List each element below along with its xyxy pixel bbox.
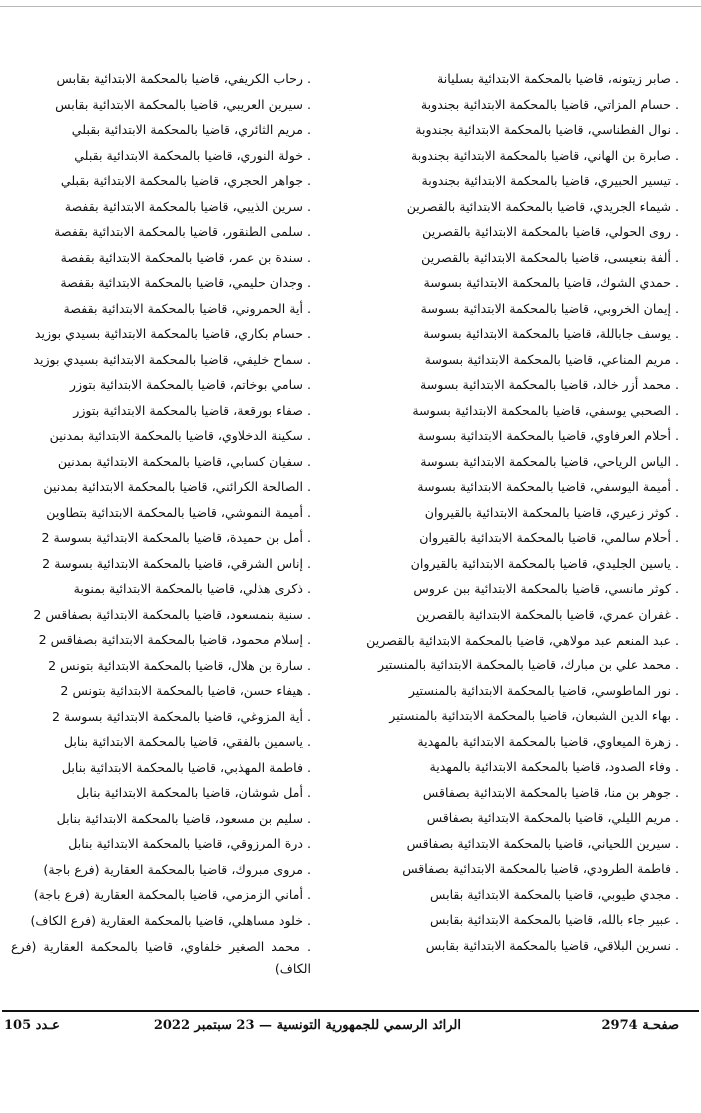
list-item: . جواهر الحجري، قاضيا بالمحكمة الابتدائية بقبلي	[60, 173, 311, 188]
list-item: . مريم الثائري، قاضيا بالمحكمة الابتدائية بقبلي	[71, 122, 311, 137]
list-item: . وفاء الصدود، قاضيا بالمحكمة الابتدائية بالمهدية	[429, 759, 679, 774]
appointments-list-right	[349, 66, 679, 958]
list-item: . شيماء الجريدي، قاضيا بالمحكمة الابتدائية بالقصرين	[406, 198, 679, 214]
list-item: . كوثر زعيري، قاضيا بالمحكمة الابتدائية بالقيروان	[424, 504, 679, 520]
list-item: . تيسير الحبيري، قاضيا بالمحكمة الابتدائية بجندوبة	[421, 173, 679, 188]
list-item: . فاطمة المهذبي، قاضيا بالمحكمة الابتدائية بنابل	[61, 759, 311, 775]
list-item: . مجدي طيوبي، قاضيا بالمحكمة الابتدائية بقابس	[430, 886, 679, 902]
list-item: . سرين الذيبي، قاضيا بالمحكمة الابتدائية بقفصة	[64, 198, 311, 214]
list-item: . الياس الرياحي، قاضيا بالمحكمة الابتدائية بسوسة	[420, 453, 679, 469]
list-item: . سلمى الطنقور، قاضيا بالمحكمة الابتدائية بقفصة	[54, 224, 311, 239]
list-item: . عبد المنعم عبد مولاهي، قاضيا بالمحكمة الابتدائية بالقصرين	[366, 633, 679, 648]
list-item: . سليم بن مسعود، قاضيا بالمحكمة الابتدائية بنابل	[56, 810, 311, 826]
list-item: . حسام بكاري، قاضيا بالمحكمة الابتدائية بسيدي بوزيد	[34, 326, 311, 341]
list-item: . إناس الشرقي، قاضيا بالمحكمة الابتدائية بسوسة 2	[42, 555, 311, 571]
list-item: . سندة بن عمر، قاضيا بالمحكمة الابتدائية بقفصة	[60, 249, 311, 265]
list-item: . محمد الصغير خلفاوي، قاضيا بالمحكمة العقارية (فرع الكاف)	[11, 939, 311, 976]
list-item: . ألفة بنعيسى، قاضيا بالمحكمة الابتدائية بالقصرين	[421, 249, 679, 265]
list-item: . ياسمين بالفقي، قاضيا بالمحكمة الابتدائية بنابل	[63, 734, 311, 749]
list-item: . خلود مساهلي، قاضيا بالمحكمة العقارية (فرع الكاف)	[30, 912, 311, 928]
list-item: . كوثر مانسي، قاضيا بالمحكمة الابتدائية ببن عروس	[413, 581, 679, 596]
list-item: . سفيان كسابي، قاضيا بالمحكمة الابتدائية بمدنين	[57, 453, 311, 469]
list-item: . أية الحمروني، قاضيا بالمحكمة الابتدائية بقفصة	[63, 300, 311, 316]
top-edge-line	[0, 6, 701, 7]
list-item: . درة المرزوقي، قاضيا بالمحكمة الابتدائية بنابل	[68, 836, 311, 851]
list-item: . بهاء الدين الشبعان، قاضيا بالمحكمة الابتدائية بالمنستير	[389, 708, 679, 723]
list-item: . ياسين الجليدي، قاضيا بالمحكمة الابتدائية بالقيروان	[410, 555, 679, 571]
list-item: . محمد علي بن مبارك، قاضيا بالمحكمة الابتدائية بالمنستير	[378, 657, 679, 672]
list-item: . سيرين العريبي، قاضيا بالمحكمة الابتدائية بقابس	[55, 96, 311, 112]
list-item: . نوال الفطناسي، قاضيا بالمحكمة الابتدائية بجندوبة	[415, 122, 679, 137]
list-item: . صفاء بورقعة، قاضيا بالمحكمة الابتدائية بتوزر	[73, 402, 311, 418]
list-item: . غفران عمري، قاضيا بالمحكمة الابتدائية بالقصرين	[416, 606, 679, 622]
issue-number: عـدد 105	[4, 1018, 60, 1033]
list-item: . مريم الليلي، قاضيا بالمحكمة الابتدائية بصفاقس	[426, 810, 679, 825]
list-item: . أمل بن حميدة، قاضيا بالمحكمة الابتدائية بسوسة 2	[41, 530, 311, 545]
list-item: . فاطمة الطرودي، قاضيا بالمحكمة الابتدائية بصفاقس	[402, 861, 679, 876]
list-item: . محمد أزر خالد، قاضيا بالمحكمة الابتدائية بسوسة	[419, 377, 679, 392]
list-item: . صابر زيتونه، قاضيا بالمحكمة الابتدائية بسليانة	[437, 71, 679, 86]
list-item: . هيفاء حسن، قاضيا بالمحكمة الابتدائية بتونس 2	[60, 683, 311, 698]
list-item: . رحاب الكريفي، قاضيا بالمحكمة الابتدائية بقابس	[56, 71, 311, 86]
page-footer	[0, 1018, 701, 1042]
footer-rule	[2, 1010, 699, 1012]
list-item: . الصالحة الكرائني، قاضيا بالمحكمة الابتدائية بمدنين	[43, 479, 311, 494]
list-item: . مروى مبروك، قاضيا بالمحكمة العقارية (فرع باجة)	[43, 861, 311, 877]
list-item: . ذكرى هذلي، قاضيا بالمحكمة الابتدائية بمنوبة	[73, 581, 311, 596]
list-item: . حسام المزاتي، قاضيا بالمحكمة الابتدائية بجندوبة	[420, 96, 679, 112]
list-item: . سنية بنمسعود، قاضيا بالمحكمة الابتدائية بصفاقس 2	[33, 606, 311, 622]
list-item: . أحلام سالمي، قاضيا بالمحكمة الابتدائية بالقيروان	[419, 530, 679, 545]
list-item: . مريم المناعي، قاضيا بالمحكمة الابتدائية بسوسة	[424, 351, 679, 367]
list-item: . عبير جاء بالله، قاضيا بالمحكمة الابتدائية بقابس	[430, 912, 679, 927]
list-item: . أماني الزمزمي، قاضيا بالمحكمة العقارية (فرع باجة)	[33, 887, 311, 902]
list-item: . جوهر بن منا، قاضيا بالمحكمة الابتدائية بصفاقس	[422, 784, 679, 800]
list-item: . زهرة الميعاوي، قاضيا بالمحكمة الابتدائية بالمهدية	[417, 733, 679, 749]
list-item: . نسرين البلاقي، قاضيا بالمحكمة الابتدائية بقابس	[425, 937, 679, 953]
list-item: . الصحبي يوسفي، قاضيا بالمحكمة الابتدائية بسوسة	[412, 402, 679, 418]
list-item: . يوسف جاباللة، قاضيا بالمحكمة الابتدائية بسوسة	[423, 326, 679, 341]
list-item: . سيرين اللحياني، قاضيا بالمحكمة الابتدائية بصفاقس	[406, 835, 679, 851]
list-item: . وجدان حليمي، قاضيا بالمحكمة الابتدائية بقفصة	[60, 275, 311, 290]
list-item: . أمل شوشان، قاضيا بالمحكمة الابتدائية بنابل	[76, 785, 311, 800]
list-item: . أية المزوغي، قاضيا بالمحكمة الابتدائية بسوسة 2	[51, 708, 311, 724]
gazette-title: الرائد الرسمي للجمهورية التونسية — 23 سبتمبر 2022	[153, 1018, 461, 1033]
list-item: . أميمة اليوسفي، قاضيا بالمحكمة الابتدائية بسوسة	[417, 479, 679, 494]
appointments-list-left	[11, 66, 311, 980]
page-number: صفحـة 2974	[601, 1018, 679, 1033]
list-item: . أحلام العرفاوي، قاضيا بالمحكمة الابتدائية بسوسة	[417, 428, 679, 443]
list-item: . إيمان الخروبي، قاضيا بالمحكمة الابتدائية بسوسة	[420, 300, 679, 316]
list-item: . نور الماطوسي، قاضيا بالمحكمة الابتدائية بالمنستير	[408, 682, 679, 698]
list-item: . أميمة النموشي، قاضيا بالمحكمة الابتدائية بتطاوين	[46, 504, 311, 520]
list-item: . سكينة الدخلاوي، قاضيا بالمحكمة الابتدائية بمدنين	[49, 428, 311, 443]
list-item: . سامي بوخاتم، قاضيا بالمحكمة الابتدائية بتوزر	[69, 377, 311, 392]
list-item: . روى الحولي، قاضيا بالمحكمة الابتدائية بالقصرين	[422, 224, 679, 239]
list-item: . خولة النوري، قاضيا بالمحكمة الابتدائية بقبلي	[74, 147, 311, 163]
list-item: . سماح خليفي، قاضيا بالمحكمة الابتدائية بسيدي بوزيد	[33, 351, 311, 367]
list-item: . صابرة بن الهاني، قاضيا بالمحكمة الابتدائية بجندوبة	[410, 147, 679, 163]
list-item: . حمدي الشوك، قاضيا بالمحكمة الابتدائية بسوسة	[423, 275, 679, 290]
list-item: . سارة بن هلال، قاضيا بالمحكمة الابتدائية بتونس 2	[48, 657, 311, 673]
list-item: . إسلام محمود، قاضيا بالمحكمة الابتدائية بصفاقس 2	[38, 632, 311, 647]
